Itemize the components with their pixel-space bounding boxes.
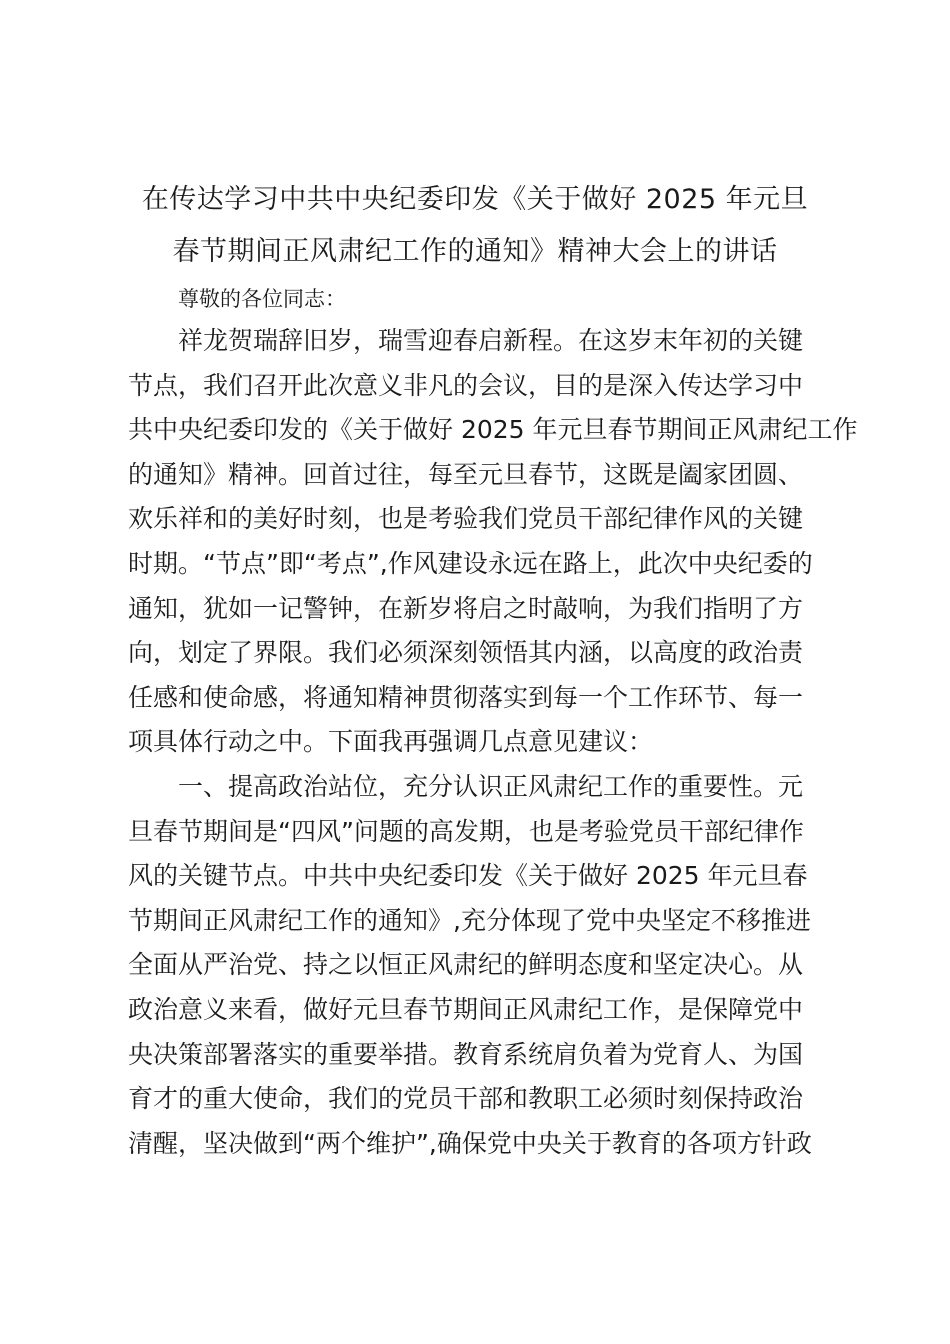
text-line: 的通知》精神。回首过往，每至元旦春节，这既是阖家团圆、 bbox=[128, 459, 804, 489]
text-line: 向，划定了界限。我们必须深刻领悟其内涵，以高度的政治责 bbox=[128, 638, 804, 668]
text-line: 清醒，坚决做到“两个维护”,确保党中央关于教育的各项方针政 bbox=[128, 1128, 812, 1158]
paragraph-intro bbox=[128, 319, 858, 765]
text-line: 通知，犹如一记警钟，在新岁将启之时敲响，为我们指明了方 bbox=[128, 593, 804, 623]
text-line: 育才的重大使命，我们的党员干部和教职工必须时刻保持政治 bbox=[128, 1084, 804, 1114]
text-line: 央决策部署落实的重要举措。教育系统肩负着为党育人、为国 bbox=[128, 1039, 804, 1069]
text-line: 项具体行动之中。下面我再强调几点意见建议： bbox=[128, 727, 654, 757]
text-line: 旦春节期间是“四风”问题的高发期，也是考验党员干部纪律作 bbox=[128, 816, 804, 846]
text-line: 节期间正风肃纪工作的通知》,充分体现了党中央坚定不移推进 bbox=[128, 905, 811, 935]
text-line: 祥龙贺瑞辞旧岁，瑞雪迎春启新程。在这岁末年初的关键 bbox=[128, 326, 804, 355]
text-line: 一、提高政治站位，充分认识正风肃纪工作的重要性。元 bbox=[128, 772, 804, 801]
text-line: 任感和使命感，将通知精神贯彻落实到每一个工作环节、每一 bbox=[128, 682, 804, 712]
text-line: 节点，我们召开此次意义非凡的会议，目的是深入传达学习中 bbox=[128, 370, 804, 400]
text-line: 欢乐祥和的美好时刻，也是考验我们党员干部纪律作风的关键 bbox=[128, 504, 804, 534]
salutation: 尊敬的各位同志： bbox=[178, 287, 346, 311]
paragraph-section-one bbox=[128, 765, 828, 1166]
title-line-2: 春节期间正风肃纪工作的通知》精神大会上的讲话 bbox=[172, 236, 778, 267]
document-title bbox=[110, 174, 840, 278]
text-line: 共中央纪委印发的《关于做好 2025 年元旦春节期间正风肃纪工作 bbox=[128, 415, 858, 445]
text-line: 时期。“节点”即“考点”,作风建设永远在路上，此次中央纪委的 bbox=[128, 548, 813, 578]
text-line: 全面从严治党、持之以恒正风肃纪的鲜明态度和坚定决心。从 bbox=[128, 950, 804, 980]
text-line: 政治意义来看，做好元旦春节期间正风肃纪工作，是保障党中 bbox=[128, 994, 804, 1024]
title-line-1: 在传达学习中共中央纪委印发《关于做好 2025 年元旦 bbox=[141, 184, 809, 215]
text-line: 风的关键节点。中共中央纪委印发《关于做好 2025 年元旦春 bbox=[128, 861, 808, 891]
